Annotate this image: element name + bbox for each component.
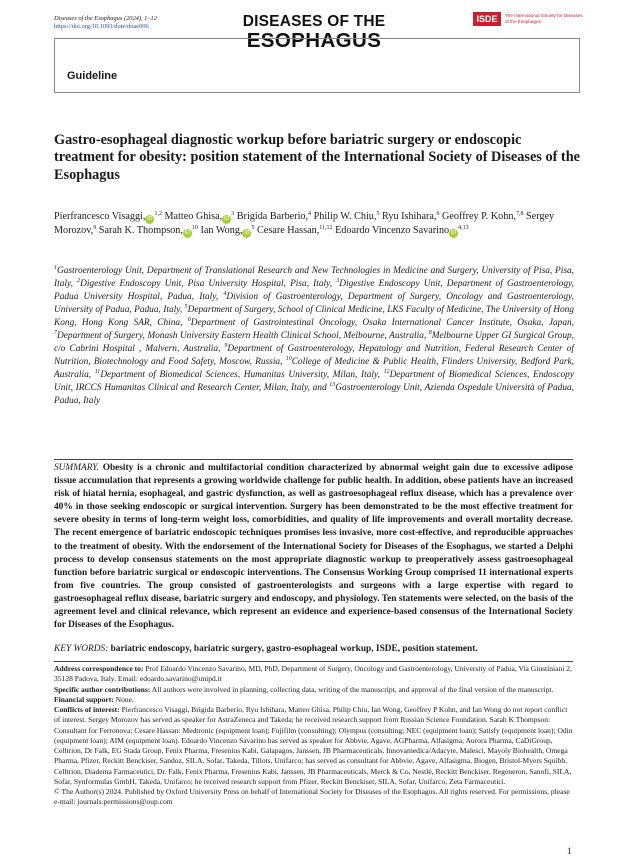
affiliation-number: 9	[224, 343, 228, 350]
article-type-box	[54, 38, 580, 93]
orcid-icon[interactable]: iD	[244, 230, 250, 237]
affiliation-text: Gastroenterology Unit, Department of Translational Research and New Technologies in Medicine and Surgery, University of Pisa, Pisa, Italy,	[54, 266, 574, 290]
footnote-text: All authors were involved in planning, collecting data, writing of the manuscript, and approval of the final version of the manuscript.	[151, 684, 554, 694]
footnote-text: Prof Edoardo Vincenzo Savarino, MD, PhD, Department of Surgery, Oncology and Gastroenterology, University of Padua, Via Giustiniani 2, 35128 Padova, Italy. Email: edoardo.savarino@unipd.it	[54, 664, 572, 684]
keywords-text: bariatric endoscopy, bariatric surgery, gastro-esophageal workup, ISDE, position statement.	[110, 644, 478, 654]
journal-logo-line2: ESOPHAGUS	[246, 29, 382, 52]
affiliation-text: Melbourne Upper GI Surgical Group, c/o Cabrini Hospital , Malvern, Australia,	[54, 331, 574, 355]
footnote	[54, 787, 573, 808]
author-affiliation-ref: 5	[376, 211, 380, 217]
author	[382, 211, 439, 222]
affiliation-text: Department of Gastroenterology, Hepatology and Nutrition, Federal Research Center of Nutrition, Biotechnology and Food Safety, Moscow, Russia,	[54, 344, 574, 368]
author-affiliation-ref: 6	[436, 211, 440, 217]
affiliation-number: 13	[329, 382, 336, 389]
footnote-label: Address correspondence to:	[54, 664, 144, 673]
author-name: Edoardo Vincenzo Savarino	[335, 225, 450, 237]
affiliation-text: Department of Gastrointestinal Oncology, Osaka International Cancer Institute, Osaka, Japan,	[190, 318, 574, 329]
summary-text: Obesity is a chronic and multifactorial condition characterized by abnormal weight gain due to excessive adipose tissue accumulation that represents a growing worldwide challenge for public health. In addition, obese patients have an increased risk of hiatal hernia, esophageal, and gastric dysfunction, as well as gastroesophageal reflux disease, which has a prevalence over 40% in those seeking endoscopic or surgical intervention. Surgery has been demonstrated to be the most effective treatment for severe obesity in terms of long-term weight loss, comorbidities, and quality of life improvements and overall mortality decrease. The recent emergence of bariatric endoscopic techniques promises less invasive, more cost-effective, and reproducible approaches to the treatment of obesity. With the endorsement of the International Society for Diseases of the Esophagus, we started a Delphi process to develop consensus statements on the most appropriate diagnostic workup to preoperatively assess gastroesophageal function before bariatric surgical or endoscopic interventions. The Consensus Working Group comprised 11 international experts from five countries. The group consisted of gastroenterologists and surgeons with a large expertise with regard to gastroesophageal reflux disease, bariatric surgery and endoscopy, and physiology. Ten statements were selected, on the basis of the agreement level and clinical relevance, which represent an evidence and experience-based consensus of the International Society for Diseases of the Esophagus.	[54, 463, 574, 631]
affiliation-text: Digestive Endoscopy Unit, Pisa University Hospital, Pisa, Italy,	[80, 279, 333, 290]
orcid-icon[interactable]: iD	[451, 230, 457, 237]
footnote-label: Conflicts of interest:	[54, 705, 120, 714]
affiliation-number: 6	[187, 317, 191, 324]
keywords-heading: KEY WORDS:	[54, 644, 109, 654]
author-affiliation-ref: 11,12	[319, 225, 333, 232]
footnote-label: Specific author contributions:	[54, 684, 151, 694]
doi-link[interactable]: https://doi.org/10.1093/dote/doae006	[54, 23, 149, 30]
footnote-text: © The Author(s) 2024. Published by Oxford University Press on behalf of International Society for Diseases of the Esophagus. All rights reserved. For permissions, please e-mail: journals.permissions@oup.com	[54, 787, 570, 807]
affiliation-number: 8	[428, 330, 432, 337]
affiliation-number: 3	[336, 278, 340, 285]
author	[54, 211, 162, 222]
page-number: 1	[567, 846, 572, 856]
author	[442, 211, 523, 222]
author	[237, 211, 311, 222]
footnote	[54, 685, 573, 695]
affiliation-number: 1	[54, 265, 57, 271]
author	[335, 225, 469, 236]
author-affiliation-ref: 4	[308, 211, 312, 217]
journal-logo-line1: DISEASES OF THE	[242, 13, 386, 30]
footnote	[54, 664, 573, 685]
author-name: Pierfrancesco Visaggi,	[54, 211, 146, 222]
author-name: Cesare Hassan,	[257, 225, 320, 237]
footnote-label: Financial support:	[54, 694, 114, 704]
author-list	[54, 210, 594, 239]
affiliation-text: Digestive Endoscopy Unit, Department of Gastroenterology, Padua University Hospital, Padua, Italy,	[54, 279, 574, 303]
affiliations	[54, 265, 574, 409]
author-name: Philip W. Chiu,	[313, 211, 377, 222]
footnote-rule	[54, 661, 573, 662]
author-name: Ryu Ishihara,	[381, 211, 437, 222]
affiliation-number: 10	[285, 356, 292, 363]
author-name: Ian Wong,	[200, 225, 243, 237]
affiliation-number: 4	[223, 291, 227, 298]
author-affiliation-ref: 3	[231, 211, 235, 217]
summary	[54, 462, 573, 632]
orcid-icon[interactable]: iD	[147, 216, 153, 222]
footnotes	[54, 664, 573, 808]
author-affiliation-ref: 1,2	[154, 211, 162, 217]
author-name: Sarah K. Thompson,	[98, 225, 183, 237]
author-affiliation-ref: 9	[93, 225, 97, 232]
author-affiliation-ref: 10	[191, 225, 198, 232]
society-logo: ISDE	[473, 12, 501, 26]
footnote	[54, 705, 573, 787]
journal-citation: Diseases of the Esophagus (2024), 1–12	[54, 15, 157, 22]
author-affiliation-ref: 7,8	[515, 211, 524, 217]
affiliation-number: 5	[184, 304, 188, 311]
author	[314, 211, 380, 222]
affiliation-text: Division of Gastroenterology, Department of Surgery, Oncology and Gastroenterology, University of Padua, Padua, Italy,	[54, 292, 574, 316]
author-affiliation-ref: 5	[251, 225, 255, 232]
footnote	[54, 695, 573, 705]
author	[164, 211, 234, 222]
affiliation-number: 11	[94, 369, 101, 376]
affiliation-number: 7	[54, 330, 57, 337]
orcid-icon[interactable]: iD	[224, 216, 230, 222]
author	[200, 225, 254, 236]
keywords	[54, 643, 573, 656]
author-name: Matteo Ghisa,	[164, 211, 223, 222]
affiliation-text: Department of Biomedical Sciences, Endoscopy Unit, IRCCS Humanitas Clinical and Research Center, Milan, Italy, and	[54, 370, 574, 394]
author-name: Geoffrey P. Kohn,	[442, 211, 516, 222]
author-name: Brigida Barberio,	[236, 211, 309, 222]
footnote-text: Pierfrancesco Visaggi, Brigida Barberio, Ryu Ishihara, Matteo Ghisa, Philip Chiu, Ian Wong, Geoffrey P Kohn, and Ian Wong do not report conflict of interest. Sergey Morozov has served as speaker for AstraZeneca and Takeda; he received research support from Russian Science Foundation. Sarah K Thompson: Consultant for Ferronova; Cesare Hassan: Medtronic (equipment loan); Fujifilm (consulting); Olympus (consulting; NEC (equipment loan); Satisfy (equipment loan); Odin (equipment loan); AIM (equipment loan). Edoardo Vincenzo Savarino has served as speaker for Abbvie, Agave, AGPharma, Alfasigma, Aurora Pharma, CaDiGroup, Celltrion, Dr Falk, EG Stada Group, Fenix Pharma, Fresenius Kabi, Galapagos, Janssen, JB Pharmaceuticals, Innovamedica/Adacyte, Malesci, Mayoly Biohealth, Omega Pharma, Pfizer, Reckitt Benckiser, Sandoz, SILA, Sofar, Takeda, Tillots, Unifarco; has served as consultant for Abbvie, Agave, Alfasigma, Biogen, Bristol-Myers Squibb, Celltrion, Diadema Farmaceutici, Dr. Falk, Fenix Pharma, Fresenius Kabi, Janssen, JB Pharmaceuticals, Merck & Co, Nestlè, Reckitt Benckiser, Regeneron, Sanofi, SILA, Sofar, Synformulas GmbH, Takeda, Unifarco; he received research support from Pfizer, Reckitt Benckiser, SILA, Sofar, Unifarco, Zeta Farmaceutici.	[54, 705, 573, 786]
affiliation-text: Gastroenterology Unit, Azienda Ospedale Università of Padua, Padua, Italy	[54, 383, 574, 407]
orcid-icon[interactable]: iD	[184, 230, 191, 237]
affiliation-text: Department of Biomedical Sciences, Humanitas University, Milan, Italy,	[100, 370, 380, 381]
affiliation-text: Department of Surgery, Monash University Eastern Health Clinical School, Melbourne, Australia,	[57, 331, 427, 342]
author	[99, 225, 198, 236]
article-title: Gastro-esophageal diagnostic workup before bariatric surgery or endoscopic treatment for obesity: position statement of the International Society of Diseases of the Esophagus	[54, 132, 580, 183]
summary-heading: SUMMARY.	[54, 463, 99, 473]
affiliation-text: Department of Surgery, School of Clinical Medicine, LKS Faculty of Medicine, The University of Hong Kong, Hong Kong SAR, China,	[54, 305, 574, 329]
summary-top-rule	[54, 459, 573, 460]
article-type: Guideline	[67, 70, 118, 82]
author-affiliation-ref: 4,13	[458, 225, 469, 232]
author-name: Sergey Morozov,	[54, 211, 555, 237]
affiliation-number: 2	[77, 278, 81, 285]
society-name: The International Society for Diseases of the Esophagus	[505, 13, 583, 24]
affiliation-number: 12	[383, 369, 390, 376]
author	[257, 225, 333, 236]
affiliation-text: College of Medicine & Public Health, Flinders University, Bedford Park, Australia,	[54, 357, 574, 381]
footnote-text: None.	[115, 694, 134, 704]
